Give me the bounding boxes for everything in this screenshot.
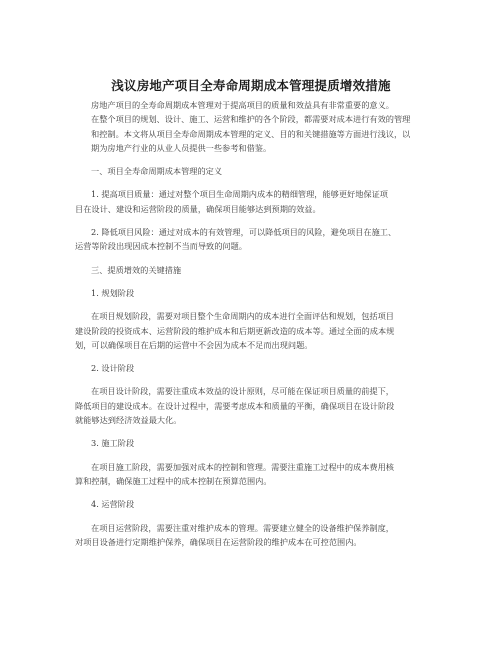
phase-2-title: 2. 设计阶段 <box>91 363 135 374</box>
section-3-heading: 三、提质增效的关键措施 <box>91 264 182 275</box>
phase-2-line-3: 就能够达到经济效益最大化。 <box>75 415 182 426</box>
phase-4-line-2: 对项目设备进行定期维护保养，确保项目在运营阶段的维护成本在可控范围内。 <box>75 536 362 547</box>
phase-1-paragraph <box>75 309 435 352</box>
phase-2-paragraph <box>75 384 435 427</box>
phase-4-paragraph <box>75 521 435 550</box>
phase-3-title: 3. 施工阶段 <box>91 438 135 449</box>
item-2-line-1: 2. 降低项目风险：通过对成本的有效管理，可以降低项目的风险，避免项目在施工、 <box>91 227 397 238</box>
phase-2-line-1: 在项目设计阶段，需要注重成本效益的设计原则，尽可能在保证项目质量的前提下， <box>91 386 394 397</box>
phase-4-line-1: 在项目运营阶段，需要注重对维护成本的管理。需要建立健全的设备维护保养制度， <box>91 522 394 533</box>
document-body <box>75 98 435 549</box>
section-1-heading: 一、项目全寿命周期成本管理的定义 <box>91 166 223 177</box>
item-1-line-2: 目在设计、建设和运营阶段的质量，确保项目能够达到预期的效益。 <box>75 203 321 214</box>
item-2-line-2: 运营等阶段出现因成本控制不当而导致的问题。 <box>75 241 247 252</box>
intro-line-1: 房地产项目的全寿命周期成本管理对于提高项目的质量和效益具有非常重要的意义。 <box>91 100 394 110</box>
intro-line-4: 期为房地产行业的从业人员提供一些参考和借鉴。 <box>91 142 272 153</box>
phase-1-line-3: 划，可以确保项目在后期的运营中不会因为成本不足而出现问题。 <box>75 339 313 350</box>
phase-1-line-2: 建设阶段的投资成本、运营阶段的维护成本和后期更新改造的成本等。通过全面的成本规 <box>75 325 395 336</box>
item-2-paragraph <box>75 225 435 254</box>
phase-4-title: 4. 运营阶段 <box>91 499 135 510</box>
phase-3-line-1: 在项目施工阶段，需要加强对成本的控制和管理。需要注重施工过程中的成本费用核 <box>91 461 394 472</box>
intro-line-2: 在整个项目的规划、设计、施工、运营和维护的各个阶段，都需要对成本进行有效的管理 <box>91 114 411 125</box>
document-title: 浅议房地产项目全寿命周期成本管理提质增效措施 <box>111 78 391 93</box>
phase-1-line-1: 在项目规划阶段，需要对项目整个生命周期内的成本进行全面评估和规划，包括项目 <box>91 311 394 322</box>
phase-3-paragraph <box>75 460 435 489</box>
intro-paragraph <box>75 98 435 155</box>
item-1-line-1: 1. 提高项目质量：通过对整个项目生命周期内成本的精细管理，能够更好地保证项 <box>91 189 388 200</box>
intro-line-3: 和控制。本文将从项目全寿命周期成本管理的定义、目的和关键措施等方面进行浅议，以 <box>91 128 411 139</box>
phase-1-title: 1. 规划阶段 <box>91 287 135 298</box>
phase-3-line-2: 算和控制，确保施工过程中的成本控制在预算范围内。 <box>75 475 272 486</box>
item-1-paragraph <box>75 187 435 216</box>
phase-2-line-2: 降低项目的建设成本。在设计过程中，需要考虑成本和质量的平衡，确保项目在设计阶段 <box>75 400 395 411</box>
